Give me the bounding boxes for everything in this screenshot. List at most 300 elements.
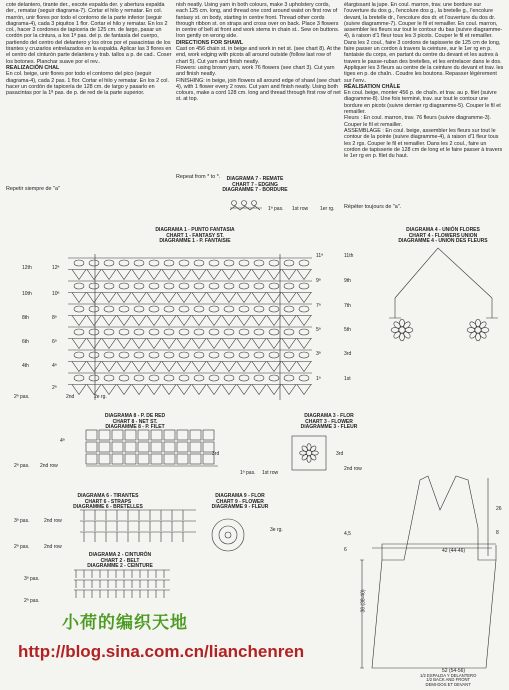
chart-9-title: DIAGRAMA 9 - FLOR CHART 9 - FLOWER DIAGRAMME 9 - FLEUR [211,493,269,511]
v-stitch [147,316,161,326]
shell-stitch [104,375,114,381]
v-stitch [132,339,146,349]
v-stitch [267,339,281,349]
v-stitch [117,316,131,326]
v-stitch [162,362,176,372]
shell-stitch [239,329,249,335]
shell-stitch [269,306,279,312]
shell-stitch [89,375,99,381]
v-stitch [282,316,296,326]
v-stitch [72,385,86,395]
shell-stitch [299,329,309,335]
row-label: 10ª [52,291,60,297]
v-stitch [267,385,281,395]
shell-stitch [74,283,84,289]
shell-stitch [149,352,159,358]
v-stitch [297,385,311,395]
shell-stitch [134,306,144,312]
row-label-en: 3rd [344,351,352,357]
petal [478,330,487,339]
row-label: 12ª [52,265,60,271]
section-heading: RÉALISATION CHÂLE [344,83,401,90]
chart-2-title: DIAGRAMA 2 - CINTURÓN CHART 2 - BELT DIAGRAMME 2 - CEINTURE [87,552,153,570]
v-stitch [207,293,221,303]
row-label: 1ª pas. [240,470,256,476]
shell-stitch [119,260,129,266]
v-stitch [117,339,131,349]
row-label: 2ª pas. [14,463,30,469]
shell-stitch [134,283,144,289]
v-stitch [87,293,101,303]
paragraph: ASSEMBLAGE : En coul. beige, assembler les fleurs sur tout le contour de la pointe (suivre diagramme-4), à raison d'1 fleur tous les 2 rgs. Couper le fil et remailler. Dans les 2 coul., faire un cordon de tapisserie de 128 cm de long et le faire passer à travers le 1er rg en p. filet du haut. [344,127,503,160]
v-stitch [252,339,266,349]
v-stitch [72,339,86,349]
net-cell [203,454,214,464]
row-label: 2ª pas. [14,544,30,550]
v-stitch [252,385,266,395]
flower-icon [391,319,413,341]
v-stitch [297,339,311,349]
v-stitch [282,270,296,280]
net-cell [86,454,97,464]
v-stitch [222,362,236,372]
v-stitch [162,270,176,280]
shell-stitch [149,375,159,381]
row-label: 2ª pas. [14,394,30,400]
shell-stitch [104,306,114,312]
v-stitch [132,293,146,303]
paragraph: nish neatly. Using yarn in both colours, make 3 upholstery cords, each 125 cm. long, and thread one cord around waist on first row of fantasy st. on body, starting in centre front. Thread other cords through ribbon st. on straps and cross over on back. Place 3 flowers in centre of belt at front and work stems in chain st.. Sew on buttons. Iron gently on wrong side. [176,2,340,40]
v-stitch [297,293,311,303]
row-label-en: 9th [344,278,351,284]
flower-center [475,327,481,333]
shell-stitch [104,283,114,289]
net-cell [190,430,201,440]
paragraph: Fleurs : En coul. marron, trav. 76 fleurs (suivre diagramme-3). Couper le fil et remailler. [344,115,491,128]
v-stitch [192,270,206,280]
shell-stitch [194,283,204,289]
v-stitch [102,270,116,280]
net-cell [151,442,162,452]
shell-stitch [224,260,234,266]
row-label: 3ª pas. [24,576,40,582]
v-stitch [177,293,191,303]
shell-stitch [74,375,84,381]
net-cell [177,454,188,464]
pattern-caption: 1/2 ESPALDA Y DELANTERO 1/2 BACK AND FRONT DEMI-DOS ET DEVANT [420,673,477,687]
v-stitch [282,339,296,349]
shell-stitch [164,260,174,266]
shell-stitch [164,329,174,335]
v-stitch [207,339,221,349]
chart-2-belt [74,570,170,598]
v-stitch [72,362,86,372]
pattern-dim: 8 [496,530,499,536]
row-label: 9ª [316,278,321,284]
shell-stitch [254,283,264,289]
v-stitch [132,270,146,280]
v-stitch [192,293,206,303]
shell-stitch [299,260,309,266]
v-stitch [297,362,311,372]
row-label: 8ª [52,315,57,321]
shell-stitch [194,375,204,381]
shell-stitch [284,329,294,335]
shell-stitch [269,352,279,358]
net-cell [138,454,149,464]
shell-stitch [194,306,204,312]
shell-stitch [164,306,174,312]
v-stitch [87,362,101,372]
shell-stitch [209,329,219,335]
row-label: 1st row [262,470,279,476]
watermark-url[interactable]: http://blog.sina.com.cn/lianchenren [18,642,305,661]
v-stitch [147,385,161,395]
v-stitch [162,385,176,395]
repeat-note: Repeat from * to *. [176,174,221,180]
v-stitch [297,316,311,326]
paragraph: Cast on 456 chain st. in beige and work in net st. (see chart 8). At the end, work edging with picots all around outside (follow last row of chart 5). Cut yarn and finish neatly. [176,46,341,65]
row-label: 6ª [52,339,57,345]
v-stitch [147,270,161,280]
v-stitch [147,362,161,372]
chart-9-flower [212,519,244,551]
shell-stitch [89,306,99,312]
chart-8-title: DIAGRAMA 8 - P. DE RED CHART 8 - NET ST. DIAGRAMME 8 - P. FILET [104,413,166,431]
paragraph: élargissant la jupe. En coul. marron, trav. une bordure sur l'ouverture du dos g., l'encolure dos g., la bretelle g., l'encolure devant, la bretelle dr., l'encolure dos dr. et l'ouverture du dos dr. (suivre diagramme-7). Couper le fil et remailler. En coul. marron, assembler les fleurs sur tout le contour du bas (suivre diagramme-4), à raison d'1 fleur tous les 3 picots. Couper le fil et remailler. Dans les 2 coul., faire 3 cordons de tapisserie de 125 cm de long, faire passer un cordon à travers la ceinture, sur le 1er rg en p. fantaisie du corps, en partant du centre du devant et les autres à travers le passe-ruban des bretelles, et les entrelacer dans le dos. Appliquer les 3 fleurs au centre de la ceinture du devant et trav. les tiges en p. de chaîn.. Coudre les boutons. Repasser légèrement sur l'env.. [344,2,504,84]
net-cell [164,430,175,440]
row-label: 1ª pas. [268,206,284,212]
row-label: 1st row [292,206,309,212]
v-stitch [192,362,206,372]
row-label-en: 1st [344,376,351,382]
shell-stitch [149,283,159,289]
shell-stitch [254,260,264,266]
row-label-en: 7th [344,303,351,309]
chart-3-title: DIAGRAMA 3 - FLOR CHART 3 - FLOWER DIAGRAMME 3 - FLEUR [300,413,358,431]
shell-stitch [89,329,99,335]
net-cell [112,442,123,452]
v-stitch [207,270,221,280]
shell-stitch [284,306,294,312]
shell-stitch [239,375,249,381]
v-stitch [267,270,281,280]
shell-stitch [194,352,204,358]
v-stitch [117,385,131,395]
v-stitch [267,362,281,372]
shell-stitch [119,352,129,358]
net-cell [203,442,214,452]
v-stitch [192,316,206,326]
v-stitch [222,270,236,280]
petal [402,330,411,339]
v-stitch [147,339,161,349]
chart-6-title: DIAGRAMA 6 - TIRANTES CHART 6 - STRAPS DIAGRAMME 6 - BRETELLES [73,493,143,511]
row-label: 4ª [52,363,57,369]
shell-stitch [164,352,174,358]
v-stitch [237,362,251,372]
shell-stitch [74,260,84,266]
paragraph: Flowers: using brown yarn, work 76 flowers (see chart 3). Cut yarn and finish neatly. [176,64,335,78]
shell-stitch [254,352,264,358]
net-cell [125,430,136,440]
v-stitch [192,339,206,349]
shell-stitch [134,352,144,358]
row-label: 2nd row [344,466,362,472]
net-cell [177,442,188,452]
row-label: 2nd row [44,518,62,524]
v-stitch [177,316,191,326]
row-label: 2ª [52,385,57,391]
row-label-en: 4th [22,363,29,369]
net-cell [99,430,110,440]
v-stitch [102,362,116,372]
shell-stitch [179,329,189,335]
row-label-en: 5th [344,327,351,333]
shell-stitch [149,329,159,335]
shell-stitch [74,329,84,335]
v-stitch [267,293,281,303]
shell-stitch [269,260,279,266]
shell-stitch [119,306,129,312]
row-label: 1er rg. [320,206,335,212]
shell-stitch [224,306,234,312]
shell-stitch [119,329,129,335]
row-label: 3rd [212,451,220,457]
v-stitch [102,293,116,303]
shell-stitch [224,329,234,335]
paragraph: cote delantero, tirante der., escote espalda der. y abertura espalda der., rematar (seguir diagrama-7). Cortar el hilo y rematar. En col. marrón, unir flores por todo el contorno de la parte inferior (seguir diagrama-4), cada 3 piquitos 1 flor. Cortar el hilo y rematar. En los 2 col., hacer 3 cordones de tapiceria de 125 cm. de largo, pasar un cordón por la cintura, a los 1ª pas. del p. de fantasía del cuerpo, partiendo del centro del delantero y los otros por el pasacintas de los tirantes y cruzarlos entrelazados en la espalda. Aplicar las 3 flores en el centro del cinturón parte delantera y trab. tallos a p. de cad.. Coser los botones. Planchar suave por el rev.. [6,2,172,65]
row-label: 4ª [60,438,65,444]
shell-stitch [164,283,174,289]
shell-stitch [179,375,189,381]
pattern-dim: 4,5 [344,531,351,537]
chart-4-flowers-union [389,248,498,318]
shell-stitch [254,375,264,381]
shell-stitch [284,375,294,381]
net-cell [151,430,162,440]
net-cell [164,442,175,452]
petal [393,330,402,339]
row-label-en: 12th [22,265,32,271]
repeat-note: Répéter toujours de "a". [344,204,402,210]
row-label-en: 2nd [66,394,75,400]
net-cell [112,430,123,440]
shell-stitch [284,260,294,266]
pattern-width-label: 42 (44-46) [442,548,466,554]
shell-stitch [74,306,84,312]
v-stitch [102,339,116,349]
petal [469,321,478,330]
shell-stitch [134,260,144,266]
net-cell [99,454,110,464]
v-stitch [87,339,101,349]
net-cell [190,442,201,452]
chart-4-title: DIAGRAMA 4 - UNIÓN FLORES CHART 4 - FLOWERS UNION DIAGRAMME 4 - UNION DES FLEURS [398,227,488,245]
row-label: 7ª [316,303,321,309]
v-stitch [237,316,251,326]
net-cell [99,442,110,452]
shell-stitch [269,375,279,381]
shell-stitch [134,329,144,335]
v-stitch [222,293,236,303]
shell-stitch [209,260,219,266]
v-stitch [252,362,266,372]
net-cell [138,430,149,440]
net-cell [203,430,214,440]
repeat-note: Repetir siempre de "a" [6,186,60,192]
v-stitch [237,385,251,395]
shell-stitch [239,260,249,266]
shell-stitch [209,375,219,381]
watermark-chinese: 小荷的编织天地 [62,613,188,633]
row-label: 11ª [316,253,324,259]
v-stitch [72,293,86,303]
v-stitch [87,385,101,395]
shell-stitch [284,283,294,289]
shell-stitch [119,375,129,381]
pattern-bottom-label: 52 (54-56) [442,668,466,674]
shell-stitch [209,283,219,289]
v-stitch [72,316,86,326]
v-stitch [177,339,191,349]
shell-stitch [299,352,309,358]
v-stitch [102,385,116,395]
shell-stitch [179,260,189,266]
shell-stitch [104,260,114,266]
shell-stitch [209,352,219,358]
chart-3-flower [292,436,326,470]
shell-stitch [239,283,249,289]
shell-stitch [164,375,174,381]
v-stitch [222,385,236,395]
v-stitch [132,316,146,326]
shell-stitch [104,329,114,335]
v-stitch [87,270,101,280]
net-cell [86,430,97,440]
shell-stitch [194,329,204,335]
shell-stitch [299,306,309,312]
v-stitch [72,270,86,280]
shell-stitch [224,283,234,289]
shell-stitch [299,375,309,381]
pattern-dim: 6 [344,547,347,553]
shell-stitch [179,306,189,312]
shell-stitch [74,352,84,358]
pattern-dim: 26 [496,506,502,512]
row-label: 1ª [316,376,321,382]
net-cell [86,442,97,452]
shell-stitch [119,283,129,289]
petal [402,321,411,330]
shell-stitch [89,283,99,289]
flower-icon [467,319,489,341]
net-cell [138,442,149,452]
section-heading: REALIZACIÓN CHAL [6,64,60,71]
row-label-en: 11th [344,253,354,259]
v-stitch [177,362,191,372]
shell-stitch [299,283,309,289]
v-stitch [267,316,281,326]
v-stitch [117,270,131,280]
flower-square [292,436,326,470]
row-label-en: 10th [22,291,32,297]
v-stitch [297,270,311,280]
row-label: 2e rg. [94,394,107,400]
v-stitch [162,293,176,303]
v-stitch [177,270,191,280]
v-stitch [207,385,221,395]
net-cell [112,454,123,464]
petal [301,445,309,453]
shell-stitch [89,352,99,358]
v-stitch [117,362,131,372]
shell-stitch [224,375,234,381]
v-stitch [147,293,161,303]
v-stitch [132,385,146,395]
shell-stitch [239,306,249,312]
paragraph: FINISHING: in beige, join flowers all around edge of shawl (see chart 4), with 1 flower every 2 rows. Cut yarn and finish neatly. Using both colours, make a cord 128 cm. long and thread through first row of net st. at top. [176,77,341,103]
row-label-en: 6th [22,339,29,345]
net-cell [151,454,162,464]
shell-stitch [149,260,159,266]
v-stitch [222,339,236,349]
v-stitch [207,362,221,372]
paragraph: En coul. beige, monter 456 p. de chaîn. et trav. au p. filet (suivre diagramme-8). Une fois terminé, trav. sur tout le contour une bordure en picots (suivre dernier rg diagramme-5). Couper le fil et remailler. [344,90,501,116]
petal [478,321,487,330]
v-stitch [132,362,146,372]
chart-7-edging [230,201,262,211]
shell-stitch [239,352,249,358]
section-heading: DIRECTIONS FOR SHAWL [176,39,244,46]
v-stitch [252,316,266,326]
net-cell [125,454,136,464]
shell-stitch [179,352,189,358]
row-label-en: 8th [22,315,29,321]
petal [309,445,317,453]
row-label: 3ª [316,351,321,357]
v-stitch [177,385,191,395]
row-label: 5ª [316,327,321,333]
shell-stitch [179,283,189,289]
row-label: 2nd row [44,544,62,550]
shell-stitch [254,329,264,335]
petal [309,453,317,461]
flower-center [399,327,405,333]
v-stitch [87,316,101,326]
v-stitch [237,270,251,280]
row-label: 2ª pas. [24,598,40,604]
chart-1-fantasy-stitch [68,254,312,400]
chart-6-straps [80,510,196,542]
v-stitch [162,316,176,326]
row-label: 2nd row [40,463,58,469]
net-cell [177,430,188,440]
petal [469,330,478,339]
v-stitch [192,385,206,395]
row-label: 3e rg. [270,527,283,533]
shell-stitch [194,260,204,266]
v-stitch [117,293,131,303]
flower-center [306,450,311,455]
shell-stitch [269,329,279,335]
petal [301,453,309,461]
shell-stitch [104,352,114,358]
shell-stitch [209,306,219,312]
net-cell [190,454,201,464]
net-cell [125,442,136,452]
row-label: 3ª pas. [14,518,30,524]
